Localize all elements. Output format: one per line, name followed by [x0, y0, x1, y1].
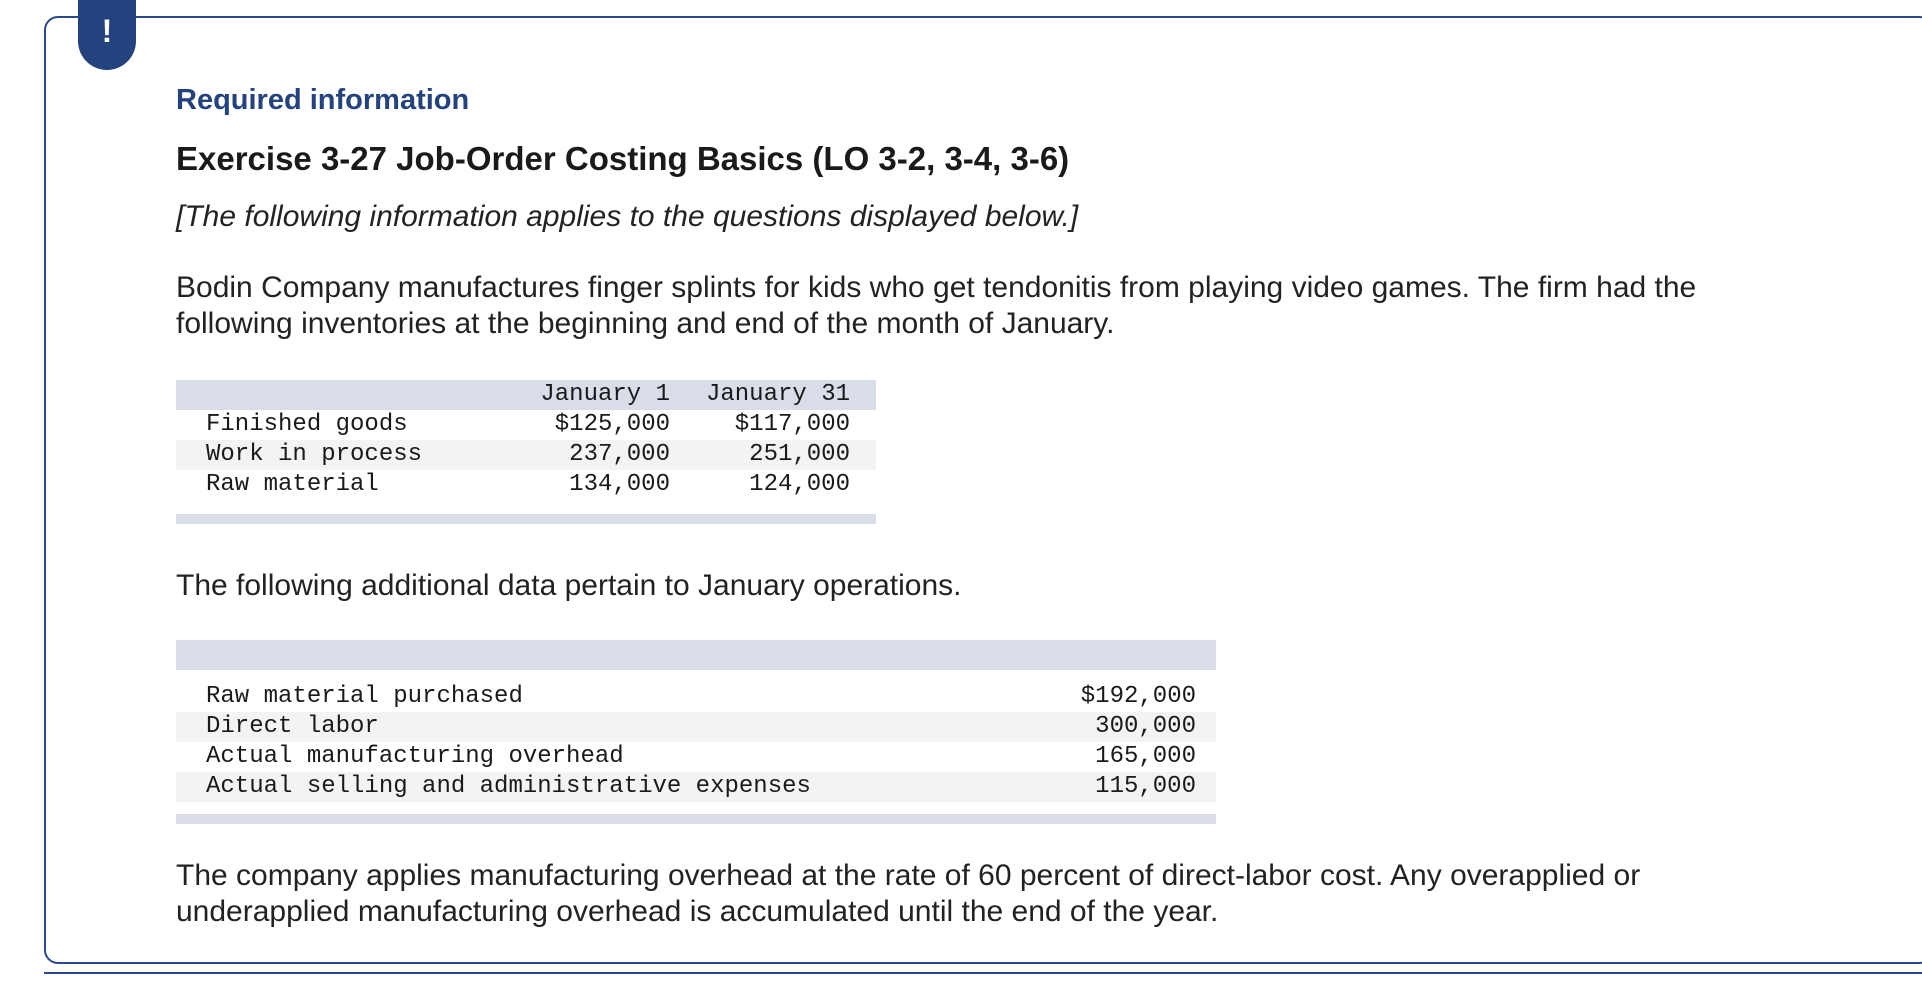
closing-line-2: underapplied manufacturing overhead is accumulated until the end of the year. — [176, 895, 1219, 928]
inventory-table — [176, 380, 876, 524]
row-value: 300,000 — [1095, 713, 1196, 740]
row-label: Finished goods — [206, 411, 408, 438]
row-value: $192,000 — [1080, 683, 1196, 710]
row-label: Raw material — [206, 471, 379, 498]
inventory-table-header — [176, 380, 876, 410]
cell-january-1: 237,000 — [569, 441, 670, 468]
closing-paragraph — [176, 858, 1640, 930]
column-header-january-1: January 1 — [540, 381, 670, 408]
table-row — [176, 410, 876, 440]
row-value: 115,000 — [1095, 773, 1196, 800]
cell-january-31: 251,000 — [749, 441, 850, 468]
bottom-divider — [44, 972, 1922, 974]
table-row — [176, 712, 1216, 742]
column-header-january-31: January 31 — [705, 381, 850, 408]
closing-line-1: The company applies manufacturing overhead at the rate of 60 percent of direct-labor cost. Any overapplied or — [176, 859, 1641, 892]
required-information-label: Required information — [176, 84, 470, 116]
operations-table-footer — [176, 814, 1216, 824]
table-spacer — [176, 670, 1216, 682]
exercise-title: Exercise 3-27 Job-Order Costing Basics (LO 3-2, 3-4, 3-6) — [176, 140, 1070, 177]
intro-line-1: Bodin Company manufactures finger splints for kids who get tendonitis from playing video games. The firm had the — [176, 271, 1697, 304]
cell-january-1: $125,000 — [554, 411, 670, 438]
intro-paragraph — [176, 270, 1696, 342]
table-row — [176, 470, 876, 500]
table-row — [176, 772, 1216, 802]
required-info-card — [44, 13, 1922, 964]
alert-icon: ! — [78, 0, 136, 70]
row-label: Raw material purchased — [206, 683, 523, 710]
table-spacer — [176, 500, 876, 514]
table-spacer — [176, 802, 1216, 814]
table-row — [176, 682, 1216, 712]
cell-january-31: 124,000 — [749, 471, 850, 498]
row-label: Actual manufacturing overhead — [206, 743, 624, 770]
cell-january-1: 134,000 — [569, 471, 670, 498]
table-row — [176, 440, 876, 470]
row-label: Actual selling and administrative expenses — [206, 773, 811, 800]
info-note: [The following information applies to the questions displayed below.] — [176, 200, 1079, 233]
additional-data-text: The following additional data pertain to January operations. — [176, 569, 962, 602]
inventory-table-footer — [176, 514, 876, 524]
row-value: 165,000 — [1095, 743, 1196, 770]
operations-table — [176, 640, 1216, 824]
row-label: Work in process — [206, 441, 423, 468]
row-label: Direct labor — [206, 713, 379, 740]
operations-table-header — [176, 640, 1216, 670]
table-row — [176, 742, 1216, 772]
intro-line-2: following inventories at the beginning and end of the month of January. — [176, 307, 1115, 340]
cell-january-31: $117,000 — [734, 411, 850, 438]
